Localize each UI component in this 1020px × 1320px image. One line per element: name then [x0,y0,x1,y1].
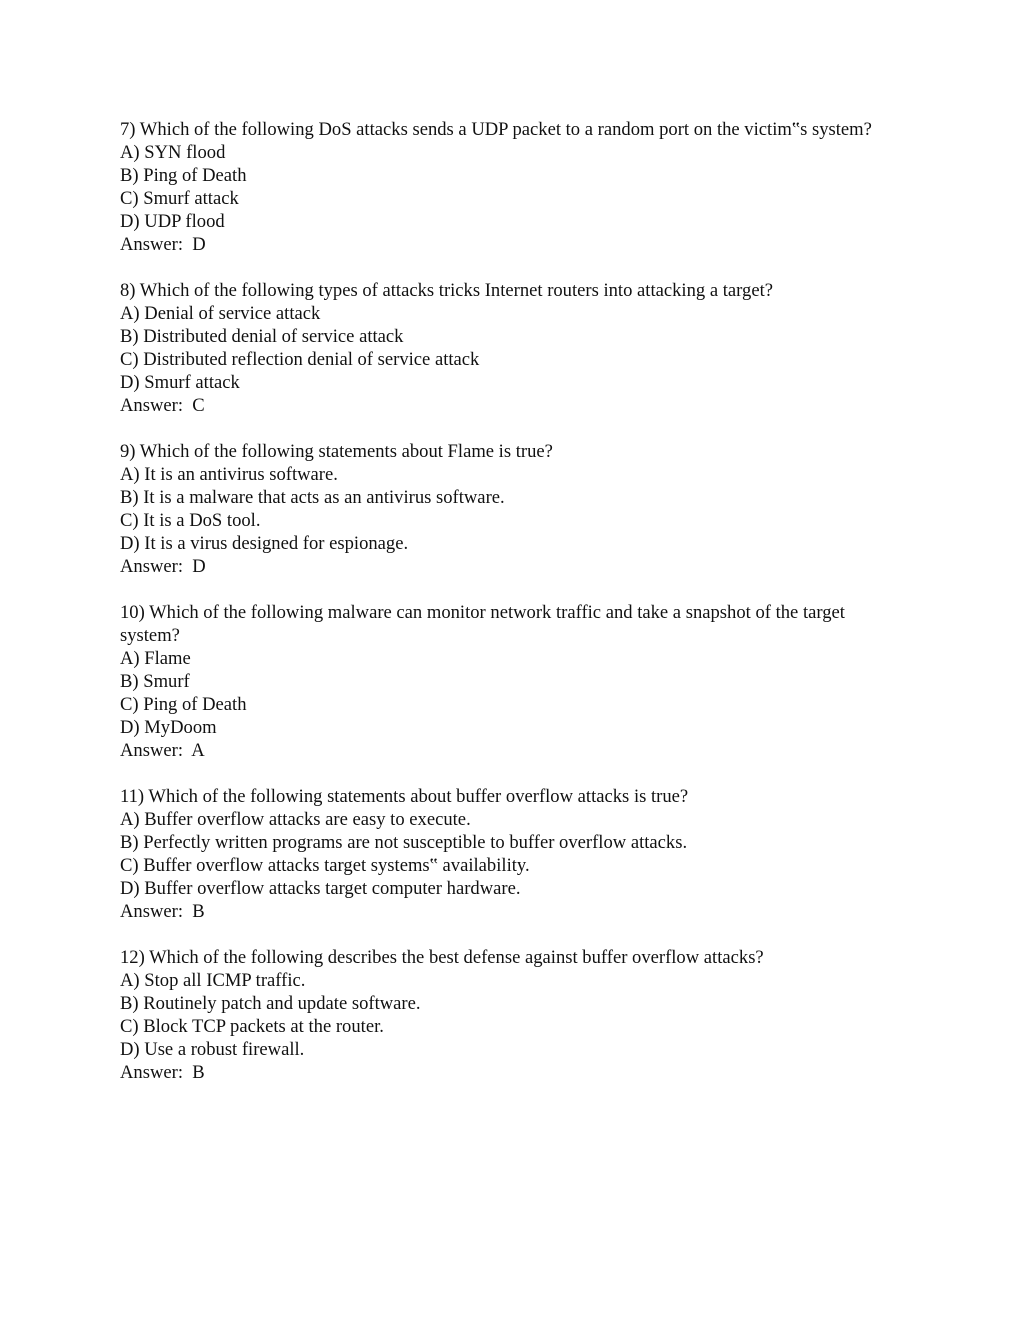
answer-line: Answer: B [120,1062,205,1083]
answer-line: Answer: A [120,740,205,761]
question-text: 12) Which of the following describes the best defense against buffer overflow attacks? [120,947,764,968]
option-b: B) Ping of Death [120,165,247,186]
option-d: D) Buffer overflow attacks target computer hardware. [120,878,521,899]
option-b: B) Distributed denial of service attack [120,326,404,347]
option-a: A) Denial of service attack [120,303,321,324]
question-block [120,440,880,578]
option-a: A) SYN flood [120,142,226,163]
option-a: A) Flame [120,648,191,669]
question-text: 11) Which of the following statements about buffer overflow attacks is true? [120,786,689,807]
option-a: A) It is an antivirus software. [120,464,338,485]
answer-line: Answer: C [120,395,205,416]
answer-line: Answer: D [120,234,206,255]
option-d: D) MyDoom [120,717,217,738]
option-c: C) Block TCP packets at the router. [120,1016,384,1037]
document-page [120,118,880,1107]
answer-line: Answer: B [120,901,205,922]
option-c: C) Buffer overflow attacks target systems‟ availability. [120,855,530,876]
question-block [120,279,880,417]
option-b: B) Routinely patch and update software. [120,993,421,1014]
option-c: C) It is a DoS tool. [120,510,261,531]
question-text: 8) Which of the following types of attacks tricks Internet routers into attacking a target? [120,280,773,301]
option-a: A) Stop all ICMP traffic. [120,970,306,991]
option-b: B) Perfectly written programs are not susceptible to buffer overflow attacks. [120,832,688,853]
answer-line: Answer: D [120,556,206,577]
question-text: 10) Which of the following malware can monitor network traffic and take a snapshot of the target system? [120,602,850,646]
option-d: D) Smurf attack [120,372,240,393]
option-c: C) Distributed reflection denial of service attack [120,349,480,370]
question-text: 9) Which of the following statements about Flame is true? [120,441,553,462]
option-b: B) Smurf [120,671,190,692]
question-block [120,118,880,256]
option-b: B) It is a malware that acts as an antivirus software. [120,487,505,508]
question-block [120,946,880,1084]
option-c: C) Smurf attack [120,188,239,209]
option-d: D) Use a robust firewall. [120,1039,305,1060]
question-text: 7) Which of the following DoS attacks sends a UDP packet to a random port on the victim‟s system? [120,119,872,140]
option-d: D) UDP flood [120,211,225,232]
question-block [120,601,880,762]
question-block [120,785,880,923]
option-a: A) Buffer overflow attacks are easy to execute. [120,809,471,830]
option-c: C) Ping of Death [120,694,247,715]
option-d: D) It is a virus designed for espionage. [120,533,409,554]
